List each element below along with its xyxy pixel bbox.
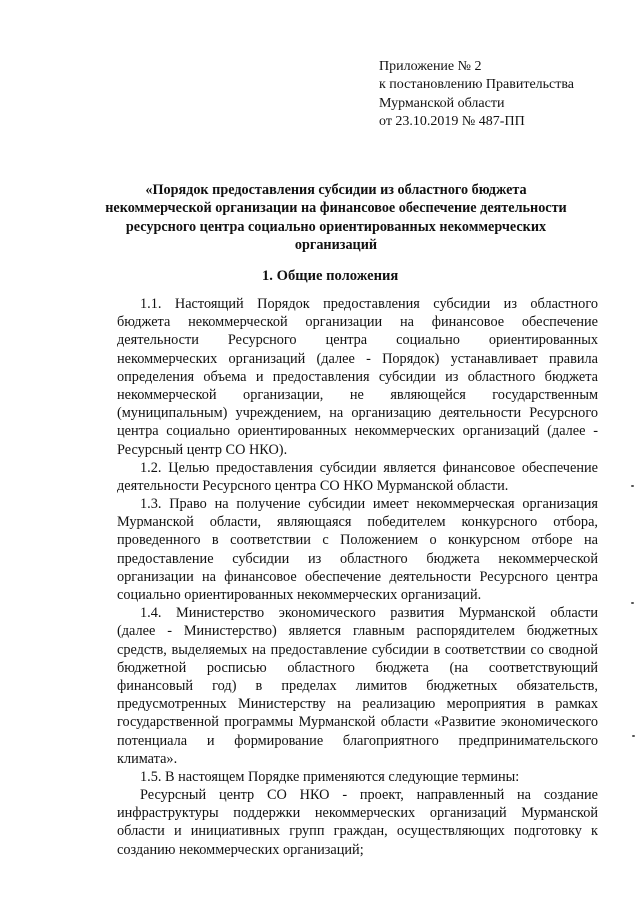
appendix-region: Мурманской области [379,95,505,111]
document-body [117,295,598,859]
body-line: определения объема и предоставления субсидии из областного бюджета [117,368,598,385]
body-line: инфраструктуры поддержки некоммерческих организаций Мурманской [117,805,598,822]
body-line: Ресурсный центр СО НКО - проект, направленный на создание [140,787,598,804]
body-line: потенциала и формирование благоприятного предпринимательского [117,732,598,749]
body-line: 1.4. Министерство экономического развития Мурманской области [140,605,598,622]
body-line: бюджета некоммерческой организации на финансовое обеспечение [117,314,598,331]
body-line: 1.5. В настоящем Порядке применяются следующие термины: [140,768,520,785]
body-line: деятельности Ресурсного центра СО НКО Мурманской области. [117,477,509,494]
body-line: социально ориентированных некоммерческих организаций. [117,587,482,603]
section-heading: 1. Общие положения [262,268,399,284]
scan-speck [631,602,634,604]
body-line: проведенного в соответствии с Положением о конкурсном отборе на [117,532,598,549]
body-line: 1.1. Настоящий Порядок предоставления субсидии из областного [140,296,598,312]
body-line: некоммерческих организаций (далее - Порядок) устанавливает правила [117,350,598,367]
body-line: климата». [117,750,178,767]
appendix-number: Приложение № 2 [379,59,482,74]
title-line: организаций [294,236,378,253]
body-line: государственной программы Мурманской области «Развитие экономического [117,714,598,731]
body-line: предоставление субсидии из областного бюджета некоммерческой [117,550,598,567]
scan-speck [632,735,635,737]
appendix-decree-ref: к постановлению Правительства [379,77,575,93]
appendix-block [379,58,574,131]
body-line: 1.2. Целью предоставления субсидии является финансовое обеспечение [140,459,598,476]
body-line: организации на финансовое обеспечение деятельности Ресурсного центра [117,568,598,585]
appendix-date-number: от 23.10.2019 № 487-ПП [379,113,525,129]
body-line: (далее - Министерство) является главным распорядителем бюджетных [117,623,598,640]
body-line: созданию некоммерческих организаций; [117,841,364,858]
title-line: ресурсного центра социально ориентированных некоммерческих [125,218,547,235]
body-line: предусмотренных Министерству на реализацию мероприятия в рамках [117,696,598,713]
body-line: области и инициативных групп граждан, осуществляющих подготовку к [117,823,598,840]
body-line: Мурманской области, являющаяся победителем конкурсного отбора, [117,514,598,531]
body-line: некоммерческой организации, не являющейся государственным [117,386,598,403]
document-title [92,181,580,254]
body-line: (муниципальным) учреждением, на организацию деятельности Ресурсного [117,405,598,422]
body-line: средств, выделяемых на предоставление субсидии в соответствии со сводной [117,641,598,658]
body-line: Ресурсный центр СО НКО). [117,441,288,458]
title-line: некоммерческой организации на финансовое обеспечение деятельности [105,200,567,217]
title-line: «Порядок предоставления субсидии из областного бюджета [145,182,527,198]
body-line: деятельности Ресурсного центра социально ориентированных [117,332,598,349]
body-line: финансовый год) в пределах лимитов бюджетных обязательств, [117,677,598,694]
body-line: 1.3. Право на получение субсидии имеет некоммерческая организация [140,496,598,513]
scan-speck [631,485,634,487]
body-line: центра социально ориентированных некоммерческих организаций (далее - [117,423,598,440]
body-line: бюджетной росписью областного бюджета (на соответствующий [117,659,598,676]
